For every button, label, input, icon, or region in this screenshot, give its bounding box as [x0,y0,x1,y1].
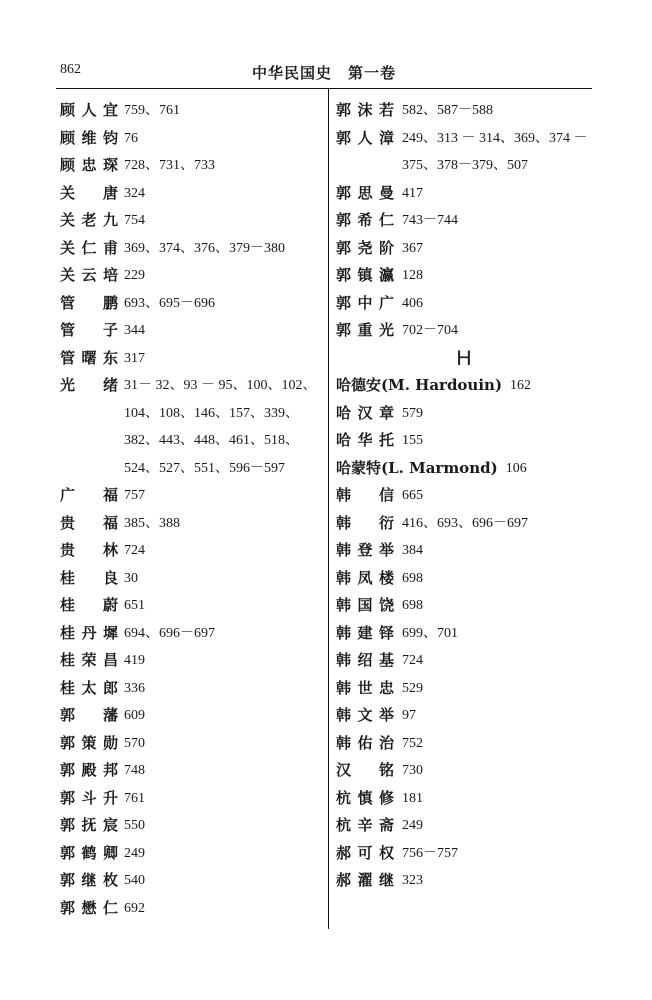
entry-name: 哈德安(M. Hardouin) [336,376,503,394]
entry-pages: 249 [124,845,145,861]
index-entry [336,372,592,400]
index-entry [336,565,592,593]
entry-name: 郭希仁 [336,211,394,229]
index-entry [336,400,592,428]
entry-name: 韩信 [336,486,394,504]
entry-pages: 724 [124,543,145,558]
index-entry [60,867,322,895]
entry-pages: 759、761 [124,103,180,118]
entry-name: 管曙东 [60,348,118,367]
entry-name: 汉铭 [336,761,394,779]
entry-name: 郭懋仁 [60,898,118,917]
entry-name: 桂荣昌 [60,651,118,669]
running-title: 中华民国史 第一卷 [251,64,396,82]
index-entry [60,290,322,318]
index-entry [60,840,322,868]
entry-name: 哈汉章 [336,403,394,422]
entry-name: 郭镇瀛 [336,266,394,284]
entry-pages: 743－744 [402,213,458,228]
entry-name: 哈蒙特(L. Marmond) [336,458,498,477]
index-entry [60,207,322,235]
index-entry [60,125,322,153]
entry-pages: 323 [402,873,423,888]
entry-name: 关云培 [60,266,118,284]
index-entry [60,675,322,703]
index-entry [60,895,322,923]
entry-name: 杭辛斋 [336,816,394,834]
entry-pages: 699、701 [402,625,458,641]
entry-pages: 30 [124,570,138,586]
index-entry [336,730,592,758]
index-column-right [336,97,592,895]
entry-pages: 155 [402,433,423,448]
index-entry [336,592,592,620]
entry-name: 郭殿邦 [60,761,118,779]
index-entry [60,235,322,263]
index-entry [60,345,322,373]
entry-name: 郭抚宸 [60,816,118,834]
entry-name: 杭慎修 [336,788,394,807]
entry-name: 韩文举 [336,706,394,724]
entry-pages: 609 [124,708,145,723]
entry-name: 关仁甫 [60,238,118,257]
header-rule [56,88,592,89]
entry-pages: 540 [124,873,145,888]
entry-pages: 417 [402,185,423,201]
index-entry [60,510,322,538]
entry-pages: 367 [402,240,423,256]
entry-name: 韩世忠 [336,678,394,697]
index-entry [60,180,322,208]
entry-pages: 702－704 [402,323,458,338]
index-entry [336,510,592,538]
entry-pages: 336 [124,680,145,696]
entry-name: 郝可权 [336,843,394,862]
entry-pages: 752 [402,735,423,751]
entry-pages: 730 [402,763,423,778]
index-entry [336,207,592,235]
index-entry [60,482,322,510]
entry-name: 广福 [60,486,118,504]
index-entry [60,537,322,565]
entry-name: 关老九 [60,211,118,229]
entry-name: 韩建铎 [336,623,394,642]
entry-name: 郭鹤卿 [60,843,118,862]
entry-name: 顾忠琛 [60,156,118,174]
index-entry [336,785,592,813]
entry-pages: 324 [124,185,145,201]
index-entry [60,812,322,840]
entry-name: 郭藩 [60,706,118,724]
entry-pages: 582、587－588 [402,103,493,118]
index-entry [336,290,592,318]
index-entry [336,702,592,730]
entry-name: 郭沫若 [336,101,394,119]
index-column-left [60,97,322,922]
entry-pages: 529 [402,680,423,696]
entry-pages: 698 [402,598,423,613]
entry-pages: 757 [124,488,145,503]
entry-name: 贵福 [60,513,118,532]
entry-name: 郭尧阶 [336,238,394,257]
index-entry [60,757,322,785]
index-entry [336,125,592,180]
entry-pages: 651 [124,598,145,613]
entry-name: 管鹏 [60,293,118,312]
index-entry [60,620,322,648]
entry-pages: 756－757 [402,845,458,861]
index-entry [60,97,322,125]
entry-name: 哈华托 [336,431,394,449]
index-entry [60,592,322,620]
entry-pages: 406 [402,295,423,311]
entry-name: 郝濯继 [336,871,394,889]
entry-name: 顾维钧 [60,128,118,147]
index-entry [336,537,592,565]
entry-name: 郭思曼 [336,183,394,202]
column-divider [328,89,329,929]
entry-pages: 249、313 － 314、369、374 －375、378－379、507 [402,130,588,173]
entry-pages: 97 [402,708,416,723]
index-entry [60,647,322,675]
entry-name: 顾人宜 [60,101,118,119]
entry-pages: 694、696－697 [124,625,215,641]
entry-name: 韩佑治 [336,733,394,752]
index-entry [336,867,592,895]
entry-pages: 416、693、696－697 [402,515,528,531]
entry-pages: 693、695－696 [124,295,215,311]
entry-name: 郭人漳 [336,128,394,147]
entry-pages: 106 [505,460,527,476]
index-entry [336,647,592,675]
entry-pages: 570 [124,735,145,751]
index-entry [60,317,322,345]
entry-name: 关唐 [60,183,118,202]
entry-pages: 76 [124,130,138,146]
index-entry [336,180,592,208]
entry-name: 管子 [60,321,118,339]
entry-pages: 162 [510,378,532,393]
entry-pages: 369、374、376、379－380 [124,240,285,256]
entry-pages: 550 [124,818,145,833]
entry-pages: 419 [124,653,145,668]
entry-name: 郭中广 [336,293,394,312]
index-entry [60,152,322,180]
entry-name: 桂丹墀 [60,623,118,642]
entry-name: 桂太郎 [60,678,118,697]
index-entry [336,675,592,703]
entry-pages: 317 [124,350,145,366]
index-entry [336,840,592,868]
index-entry [60,372,322,482]
entry-name: 韩凤楼 [336,568,394,587]
index-entry [336,812,592,840]
entry-pages: 344 [124,323,145,338]
entry-pages: 665 [402,488,423,503]
entry-pages: 181 [402,790,423,806]
index-entry [336,620,592,648]
entry-pages: 579 [402,405,423,421]
entry-name: 韩绍基 [336,651,394,669]
section-letter-heading: H [456,346,472,370]
entry-pages: 692 [124,900,145,916]
index-entry [336,427,592,455]
page-header [56,62,592,86]
entry-pages: 249 [402,818,423,833]
entry-name: 桂良 [60,568,118,587]
entry-pages: 724 [402,653,423,668]
entry-name: 韩登举 [336,541,394,559]
entry-pages: 754 [124,213,145,228]
entry-name: 郭策勋 [60,733,118,752]
entry-pages: 385、388 [124,515,180,531]
index-entry [336,97,592,125]
entry-name: 桂蔚 [60,596,118,614]
index-entry [336,317,592,345]
index-entry [60,702,322,730]
index-entry [336,482,592,510]
entry-name: 郭斗升 [60,788,118,807]
index-entry [336,757,592,785]
index-entry [60,785,322,813]
entry-pages: 698 [402,570,423,586]
entry-name: 贵林 [60,541,118,559]
entry-name: 韩衍 [336,513,394,532]
entry-pages: 384 [402,543,423,558]
entry-pages: 128 [402,268,423,283]
index-entry [60,730,322,758]
index-entry [336,455,592,483]
page-number: 862 [60,62,81,77]
index-entry [60,262,322,290]
entry-pages: 761 [124,790,145,806]
entry-pages: 229 [124,268,145,283]
entry-pages: 748 [124,763,145,778]
index-entry [336,235,592,263]
entry-pages: 31－ 32、93 － 95、100、102、104、108、146、157、339、382、443、448、461、518、524、527、551、596－597 [124,378,317,476]
index-entry [336,262,592,290]
entry-pages: 728、731、733 [124,158,215,173]
entry-name: 韩国饶 [336,596,394,614]
entry-name: 光绪 [60,376,118,394]
entry-name: 郭重光 [336,321,394,339]
index-entry [60,565,322,593]
entry-name: 郭继枚 [60,871,118,889]
